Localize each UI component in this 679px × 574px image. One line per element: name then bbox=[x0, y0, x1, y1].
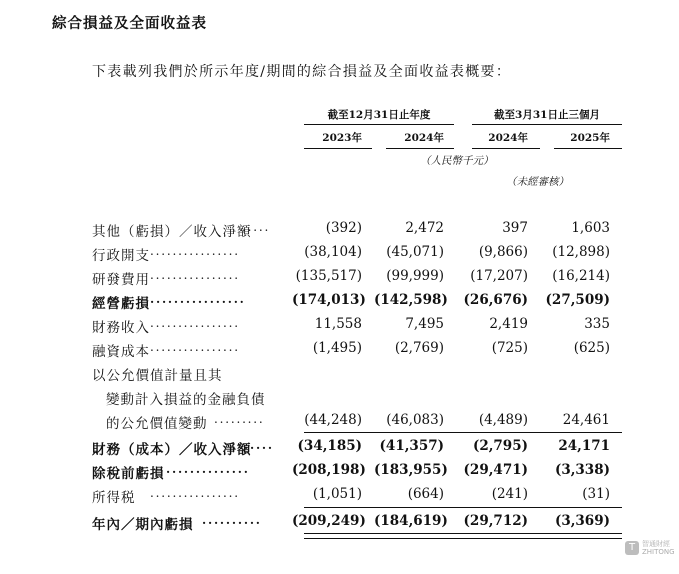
total-top-rule bbox=[304, 507, 622, 508]
row-leader-dots: .......... bbox=[202, 513, 262, 527]
row-value: (38,104) bbox=[304, 244, 362, 260]
row-value: (3,338) bbox=[554, 462, 610, 478]
row-value: (27,509) bbox=[545, 292, 610, 308]
section-title: 綜合損益及全面收益表 bbox=[52, 16, 207, 32]
row-value: (2,769) bbox=[394, 340, 444, 356]
row-leader-dots: ................ bbox=[150, 316, 240, 330]
table-row bbox=[92, 364, 632, 388]
row-value: (34,185) bbox=[297, 438, 362, 454]
row-value: (17,207) bbox=[470, 268, 528, 284]
header-year-rule-4 bbox=[554, 148, 622, 149]
row-leader-dots: .............. bbox=[166, 462, 250, 476]
row-value: (9,866) bbox=[478, 244, 528, 260]
audit-note: （未經審核） bbox=[506, 176, 569, 188]
row-leader-dots: ..... bbox=[242, 220, 271, 234]
row-leader-dots: ................ bbox=[150, 340, 240, 354]
row-value: (1,051) bbox=[312, 486, 362, 502]
row-value: (1,495) bbox=[312, 340, 362, 356]
row-value: (41,357) bbox=[379, 438, 444, 454]
row-value: (16,214) bbox=[552, 268, 610, 284]
zhitong-logo-icon: T bbox=[625, 541, 639, 555]
row-value: (4,489) bbox=[478, 412, 528, 428]
row-label: 的公允價值變動 bbox=[106, 416, 208, 432]
row-label: 其他（虧損）／收入淨額 bbox=[92, 224, 252, 240]
total-double-rule bbox=[304, 533, 622, 539]
row-value: 24,171 bbox=[558, 438, 610, 454]
header-year-rule-2 bbox=[386, 148, 454, 149]
row-leader-dots: ................ bbox=[150, 268, 240, 282]
row-label: 除稅前虧損 bbox=[92, 466, 165, 482]
row-label: 財務（成本）／收入淨額 bbox=[92, 442, 252, 458]
row-value: 1,603 bbox=[571, 220, 610, 236]
row-label: 研發費用 bbox=[92, 272, 150, 288]
row-value: (2,795) bbox=[472, 438, 528, 454]
row-value: (44,248) bbox=[304, 412, 362, 428]
row-value: (183,955) bbox=[374, 462, 448, 478]
row-value: (3,369) bbox=[554, 513, 610, 529]
row-value: (392) bbox=[325, 220, 362, 236]
row-value: (209,249) bbox=[292, 513, 366, 529]
table-row bbox=[92, 268, 632, 292]
watermark-line2: ZHITONG bbox=[642, 548, 675, 556]
row-value: (142,598) bbox=[374, 292, 448, 308]
row-value: (99,999) bbox=[386, 268, 444, 284]
row-value: 2,472 bbox=[405, 220, 444, 236]
row-label: 變動計入損益的金融負債 bbox=[106, 392, 266, 408]
row-label: 融資成本 bbox=[92, 344, 150, 360]
table-row bbox=[92, 462, 632, 486]
currency-note: （人民幣千元） bbox=[420, 155, 494, 167]
row-value: (46,083) bbox=[386, 412, 444, 428]
row-value: (135,517) bbox=[295, 268, 362, 284]
header-year-2025-q1: 2025年 bbox=[570, 132, 610, 144]
row-leader-dots: ................ bbox=[150, 292, 246, 306]
row-label: 以公允價值計量且其 bbox=[92, 368, 223, 384]
header-group-quarter: 截至3月31日止三個月 bbox=[494, 109, 600, 121]
row-label: 行政開支 bbox=[92, 248, 150, 264]
row-value: (26,676) bbox=[463, 292, 528, 308]
watermark bbox=[625, 540, 675, 556]
row-leader-dots: ................ bbox=[150, 244, 240, 258]
row-value: 335 bbox=[584, 316, 610, 332]
table-row bbox=[92, 388, 632, 412]
row-value: (184,619) bbox=[374, 513, 448, 529]
row-value: (725) bbox=[491, 340, 528, 356]
header-year-2024: 2024年 bbox=[404, 132, 444, 144]
table-row bbox=[92, 292, 632, 316]
row-value: 397 bbox=[502, 220, 528, 236]
row-value: (208,198) bbox=[292, 462, 366, 478]
row-value: (12,898) bbox=[552, 244, 610, 260]
watermark-line1: 智通財經 bbox=[642, 540, 670, 548]
row-value: 24,461 bbox=[562, 412, 610, 428]
table-row bbox=[92, 316, 632, 340]
header-year-2024-q1: 2024年 bbox=[488, 132, 528, 144]
table-row bbox=[92, 340, 632, 364]
row-leader-dots: ......... bbox=[214, 412, 265, 426]
row-value: (625) bbox=[573, 340, 610, 356]
table-row bbox=[92, 438, 632, 462]
table-row bbox=[92, 220, 632, 244]
header-year-rule-1 bbox=[304, 148, 372, 149]
header-group-quarter-rule bbox=[472, 124, 622, 125]
row-label: 經營虧損 bbox=[92, 296, 150, 312]
row-value: (174,013) bbox=[292, 292, 366, 308]
intro-paragraph: 下表載列我們於所示年度/期間的綜合損益及全面收益表概要： bbox=[92, 64, 512, 80]
row-value: (31) bbox=[582, 486, 610, 502]
row-value: (241) bbox=[491, 486, 528, 502]
subtotal-rule bbox=[304, 432, 622, 433]
table-row bbox=[92, 244, 632, 268]
row-leader-dots: ..... bbox=[244, 438, 274, 452]
header-year-2023: 2023年 bbox=[322, 132, 362, 144]
row-value: 11,558 bbox=[314, 316, 362, 332]
row-label: 所得税 bbox=[92, 490, 136, 506]
header-group-annual-rule bbox=[304, 124, 454, 125]
row-value: 7,495 bbox=[405, 316, 444, 332]
header-year-rule-3 bbox=[472, 148, 540, 149]
row-value: (45,071) bbox=[386, 244, 444, 260]
row-value: (29,712) bbox=[463, 513, 528, 529]
row-value: 2,419 bbox=[489, 316, 528, 332]
header-group-annual: 截至12月31日止年度 bbox=[327, 109, 431, 121]
row-value: (664) bbox=[407, 486, 444, 502]
row-label: 年內／期內虧損 bbox=[92, 517, 194, 533]
row-label: 財務收入 bbox=[92, 320, 150, 336]
row-leader-dots: ................ bbox=[150, 486, 240, 500]
row-value: (29,471) bbox=[463, 462, 528, 478]
